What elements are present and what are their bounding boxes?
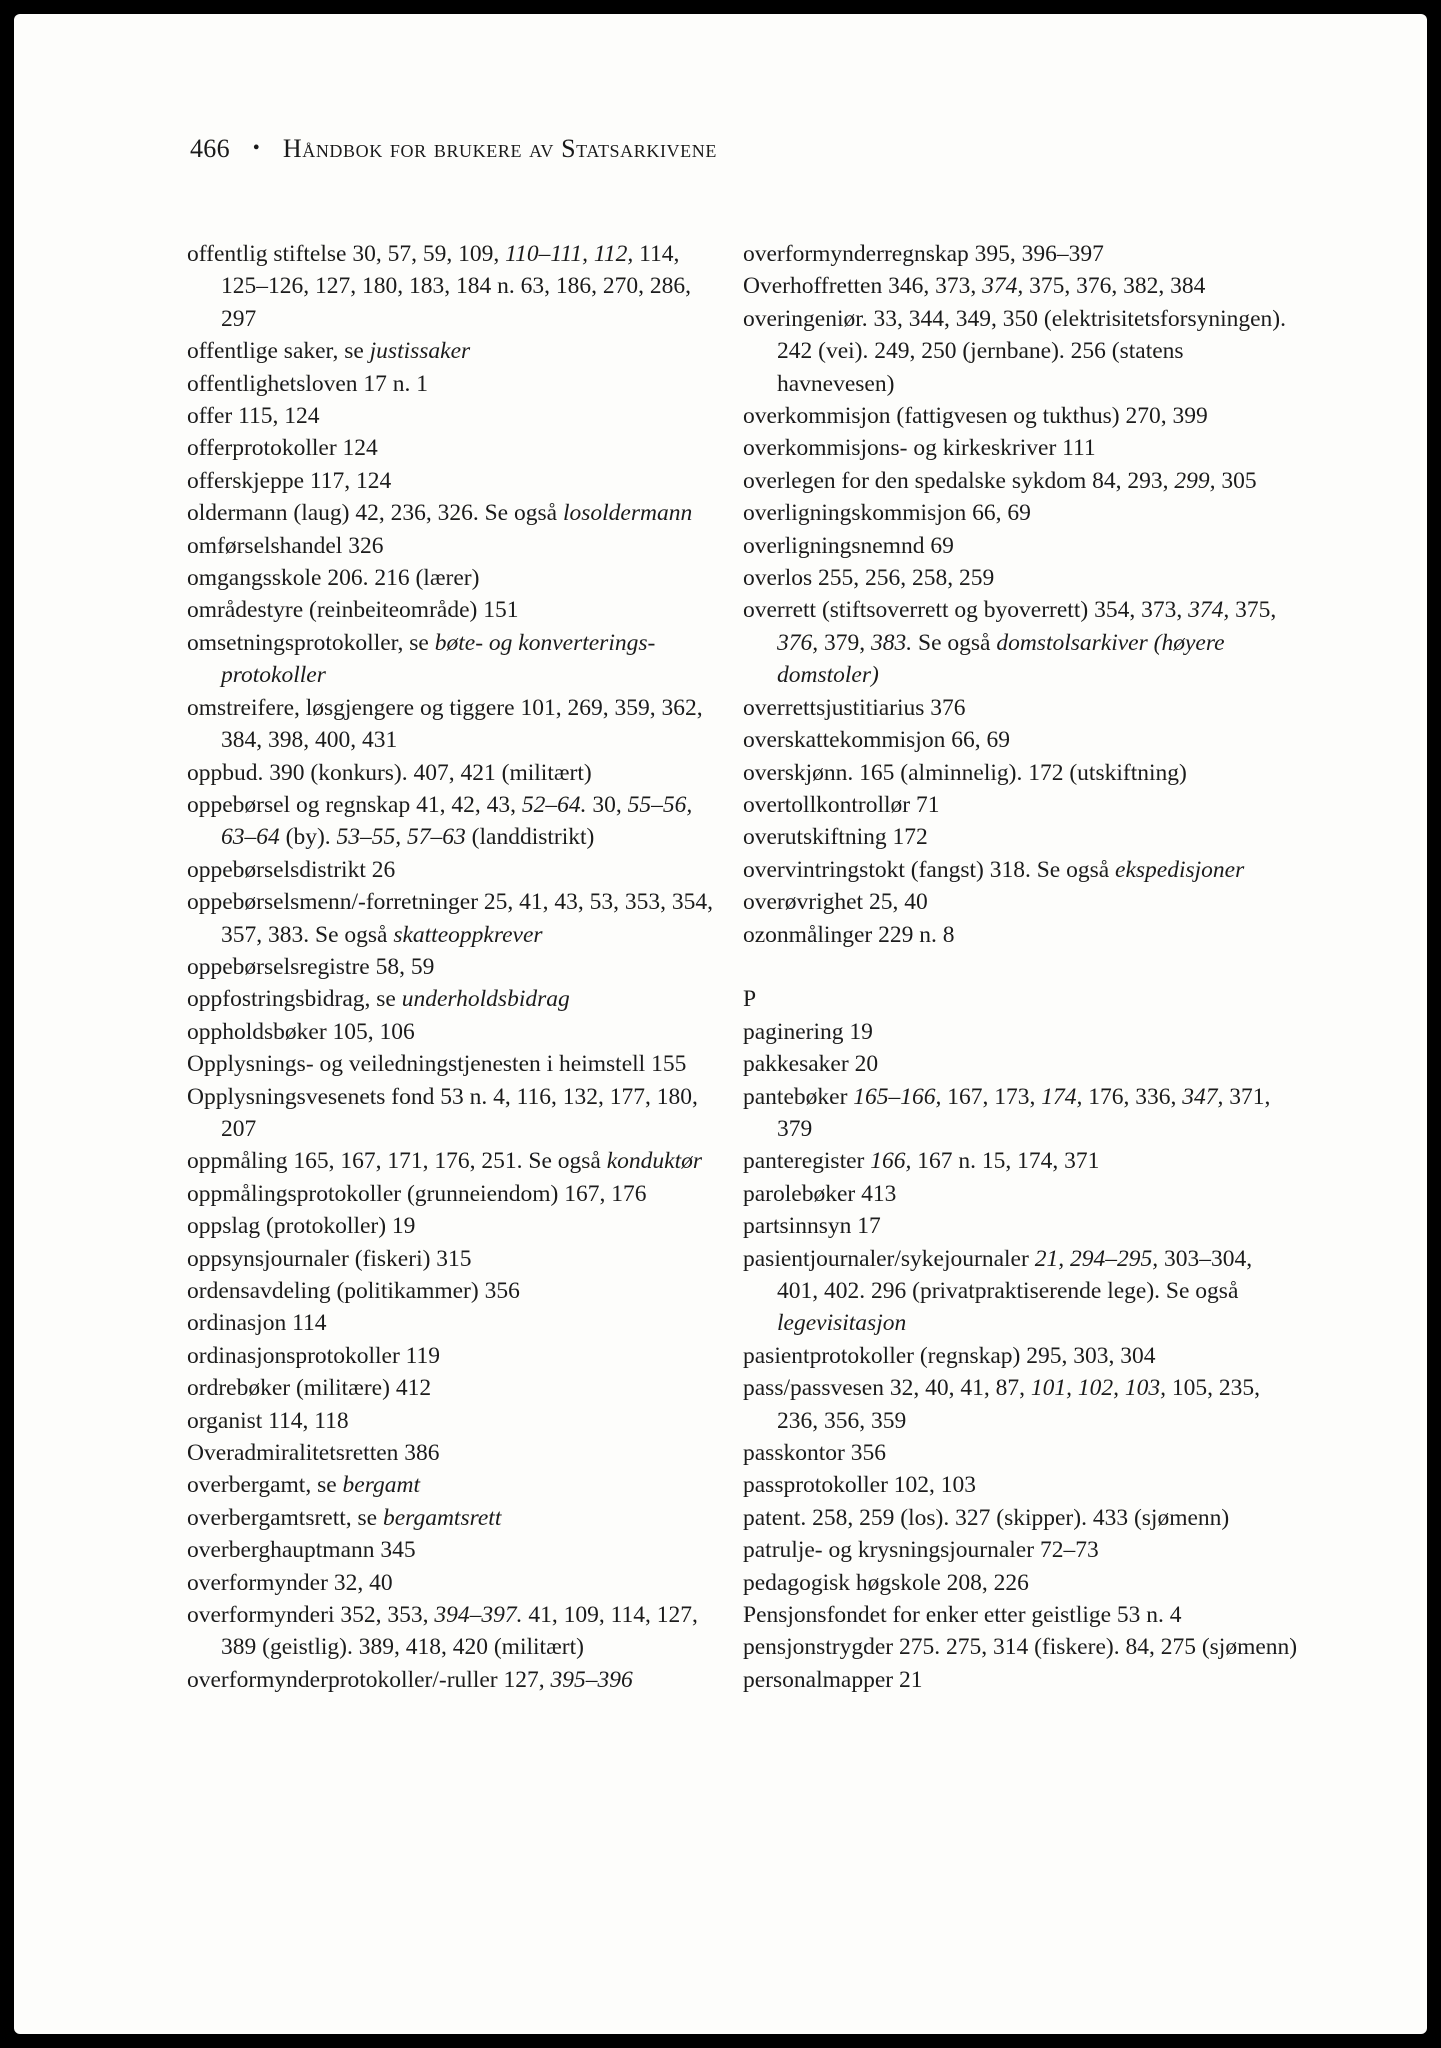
index-text: overskjønn. 165 (alminnelig). 172 (utskiftning) — [743, 759, 1187, 786]
index-text: oppebørsel og regnskap 41, 42, 43, — [187, 791, 522, 818]
index-text: overskattekommisjon 66, 69 — [743, 727, 1010, 754]
index-text: oppsynsjournaler (fiskeri) 315 — [187, 1245, 472, 1272]
running-header — [190, 134, 717, 164]
index-reference-italic: 110–111, 112, — [505, 241, 634, 267]
index-entry — [743, 1469, 1298, 1501]
index-text: overkommisjons- og kirkeskriver 111 — [743, 435, 1096, 462]
index-entry — [743, 270, 1298, 302]
index-reference-italic: 374, — [982, 273, 1024, 300]
index-entry — [743, 1631, 1298, 1663]
index-text: oppbud. 390 (konkurs). 407, 421 (militært) — [187, 759, 592, 786]
index-text: 379, — [818, 629, 871, 656]
index-text: Pensjonsfondet for enker etter geistlige 53 n. 4 — [743, 1602, 1182, 1629]
index-group-p — [743, 1016, 1298, 1697]
index-text: 167 n. 15, 174, 371 — [911, 1148, 1100, 1175]
index-entry — [743, 1502, 1298, 1534]
index-reference-italic: 376, — [777, 629, 819, 656]
index-entry — [743, 1664, 1298, 1696]
index-entry — [743, 530, 1298, 562]
index-entry — [743, 1145, 1298, 1177]
index-text: overkommisjon (fattigvesen og tukthus) 270, 399 — [743, 403, 1208, 430]
index-text: overlos 255, 256, 258, 259 — [743, 565, 995, 592]
index-text: panteregister — [743, 1148, 871, 1175]
index-text: ordrebøker (militære) 412 — [187, 1375, 432, 1402]
index-entry — [743, 1210, 1298, 1242]
index-text: oppebørselsregistre 58, 59 — [187, 953, 435, 980]
index-entry — [743, 1016, 1298, 1048]
index-entry — [187, 1048, 717, 1080]
index-entry — [743, 465, 1298, 497]
index-reference-italic: bøte- og konverteringsprotokoller — [221, 629, 656, 689]
index-text: overberghauptmann 345 — [187, 1537, 416, 1564]
index-entry — [743, 1081, 1298, 1146]
index-text: 41, 109, 114, 127, 389 (geistlig). 389, 418, 420 (militært) — [221, 1602, 698, 1661]
index-entry — [743, 692, 1298, 724]
index-entry — [187, 854, 717, 886]
index-text: ozonmålinger 229 n. 8 — [743, 921, 955, 948]
index-reference-italic: underholdsbidrag — [401, 986, 570, 1013]
index-text: Opplysnings- og veiledningstjenesten i heimstell 155 — [187, 1051, 687, 1078]
index-entry — [743, 497, 1298, 529]
index-text: overformynderregnskap 395, 396–397 — [743, 241, 1104, 267]
index-entry — [187, 465, 717, 497]
index-reference-italic: 299, — [1174, 467, 1216, 494]
index-entry — [743, 724, 1298, 756]
index-entry — [187, 692, 717, 757]
index-entry — [187, 400, 717, 432]
index-text: omgangsskole 206. 216 (lærer) — [187, 565, 480, 592]
index-text: 375, 376, 382, 384 — [1023, 273, 1206, 300]
index-text: 305 — [1215, 467, 1257, 494]
index-entry — [187, 1534, 717, 1566]
index-entry — [743, 1048, 1298, 1080]
index-entry — [743, 594, 1298, 691]
index-column-left — [187, 238, 717, 1696]
index-entry — [187, 627, 717, 692]
index-text: personalmapper 21 — [743, 1666, 923, 1693]
index-reference-italic: 347, — [1182, 1083, 1224, 1110]
index-entry — [187, 1243, 717, 1275]
index-text: 105, 235, 236, 356, 359 — [777, 1375, 1260, 1434]
index-entry — [187, 432, 717, 464]
index-entry — [187, 1307, 717, 1339]
index-entry — [187, 335, 717, 367]
index-text: partsinnsyn 17 — [743, 1213, 881, 1240]
index-text: oppebørselsdistrikt 26 — [187, 856, 396, 883]
index-text: 375, — [1229, 597, 1277, 624]
index-entry — [743, 886, 1298, 918]
index-text: overformynderi 352, 353, — [187, 1602, 435, 1629]
index-text: offerskjeppe 117, 124 — [187, 467, 392, 494]
index-entry — [187, 757, 717, 789]
index-text: (landdistrikt) — [465, 824, 595, 851]
index-reference-italic: justissaker — [369, 338, 471, 365]
page — [14, 14, 1427, 2034]
index-entry — [743, 854, 1298, 886]
index-text: oppslag (protokoller) 19 — [187, 1213, 416, 1240]
index-reference-italic: 166, — [870, 1148, 912, 1175]
index-entry — [743, 238, 1298, 270]
index-entry — [187, 1340, 717, 1372]
index-text: overlegen for den spedalske sykdom 84, 293, — [743, 467, 1175, 494]
index-reference-italic: 21, 294–295, — [1034, 1245, 1159, 1272]
index-text: pedagogisk høgskole 208, 226 — [743, 1569, 1029, 1596]
index-text: 30, — [586, 791, 628, 818]
index-entry — [743, 1243, 1298, 1340]
index-text: 114, 125–126, 127, 180, 183, 184 n. 63, 186, 270, 286, 297 — [221, 241, 691, 332]
index-reference-italic: 165–166, — [853, 1083, 942, 1110]
index-entry — [743, 303, 1298, 400]
index-reference-italic: 395–396 — [550, 1666, 633, 1693]
index-entry — [187, 368, 717, 400]
index-text: pasientjournaler/sykejournaler — [743, 1245, 1035, 1272]
index-text: oldermann (laug) 42, 236, 326. Se også — [187, 500, 563, 527]
index-reference-italic: 394–397. — [434, 1602, 523, 1629]
index-text: Overadmiralitetsretten 386 — [187, 1440, 440, 1467]
index-entry — [187, 1469, 717, 1501]
index-text: overøvrighet 25, 40 — [743, 889, 928, 916]
index-reference-italic: 174, — [1041, 1083, 1083, 1110]
index-reference-italic: losoldermann — [562, 500, 693, 527]
index-reference-italic: 52–64. — [521, 791, 587, 818]
index-text: offentlige saker, se — [187, 338, 370, 365]
index-entry — [187, 497, 717, 529]
index-text: overingeniør. 33, 344, 349, 350 (elektrisitetsforsyningen). 242 (vei). 249, 250 (jernbane). 256 (statens havnevesen) — [743, 305, 1287, 397]
index-entry — [743, 1437, 1298, 1469]
index-text: områdestyre (reinbeiteområde) 151 — [187, 597, 519, 624]
index-text: pantebøker — [743, 1083, 854, 1110]
index-entry — [187, 1437, 717, 1469]
index-entry — [743, 1178, 1298, 1210]
index-entry — [743, 789, 1298, 821]
index-text: overligningsnemnd 69 — [743, 532, 954, 559]
index-reference-italic: legevisitasjon — [777, 1310, 907, 1337]
index-text: overrettsjustitiarius 376 — [743, 694, 966, 721]
index-entry — [187, 1502, 717, 1534]
index-text: overformynderprotokoller/-ruller 127, — [187, 1666, 551, 1693]
index-text: oppmålingsprotokoller (grunneiendom) 167, 176 — [187, 1180, 647, 1207]
index-group-o — [743, 238, 1298, 951]
index-entry — [187, 1210, 717, 1242]
index-text: offer 115, 124 — [187, 403, 320, 430]
index-text: omsetningsprotokoller, se — [187, 629, 435, 656]
index-text: parolebøker 413 — [743, 1180, 897, 1207]
index-text: patrulje- og krysningsjournaler 72–73 — [743, 1537, 1099, 1564]
index-text: overformynder 32, 40 — [187, 1569, 393, 1596]
index-entry — [187, 1405, 717, 1437]
index-text: 176, 336, — [1082, 1083, 1183, 1110]
index-entry — [187, 562, 717, 594]
index-entry — [187, 1016, 717, 1048]
index-entry — [187, 238, 717, 335]
index-reference-italic: konduktør — [606, 1148, 703, 1175]
section-letter: P — [743, 986, 757, 1013]
index-text: pensjonstrygder 275. 275, 314 (fiskere). 84, 275 (sjømenn) — [743, 1634, 1298, 1661]
index-reference-italic: bergamt — [342, 1472, 420, 1499]
index-text: overutskiftning 172 — [743, 824, 928, 851]
index-text: omstreifere, løsgjengere og tiggere 101, 269, 359, 362, 384, 398, 400, 431 — [187, 694, 703, 754]
index-reference-italic: 383. — [871, 629, 913, 656]
index-text: Overhoffretten 346, 373, — [743, 273, 983, 300]
index-text: ordinasjon 114 — [187, 1310, 327, 1337]
index-entry — [743, 1599, 1298, 1631]
index-text: offentlighetsloven 17 n. 1 — [187, 370, 429, 397]
index-entry — [187, 1599, 717, 1664]
index-entry — [187, 789, 717, 854]
index-text: Se også — [912, 629, 997, 656]
page-number: 466 — [190, 134, 230, 163]
index-text: pakkesaker 20 — [743, 1051, 879, 1078]
index-entry — [187, 1567, 717, 1599]
index-text: 303–304, 401, 402. 296 (privatpraktiserende lege). Se også — [777, 1245, 1253, 1304]
index-reference-italic: bergamtsrett — [383, 1504, 502, 1531]
index-text: overvintringstokt (fangst) 318. Se også — [743, 856, 1116, 883]
index-text: oppmåling 165, 167, 171, 176, 251. Se også — [187, 1148, 607, 1175]
index-entry — [743, 1567, 1298, 1599]
index-reference-italic: 55–56, 63–64 — [221, 791, 693, 851]
index-reference-italic: skatteoppkrever — [393, 921, 543, 948]
index-text: 167, 173, — [941, 1083, 1042, 1110]
index-text: patent. 258, 259 (los). 327 (skipper). 433 (sjømenn) — [743, 1504, 1230, 1531]
header-title: Håndbok for brukere av Statsarkivene — [282, 134, 717, 163]
index-text: pass/passvesen 32, 40, 41, 87, — [743, 1375, 1031, 1402]
index-entry — [743, 400, 1298, 432]
index-text: overbergamt, se — [187, 1472, 343, 1499]
index-reference-italic: 374, — [1188, 597, 1230, 624]
index-text: pasientprotokoller (regnskap) 295, 303, 304 — [743, 1342, 1156, 1369]
index-text: omførselshandel 326 — [187, 532, 384, 559]
index-entry — [187, 1178, 717, 1210]
index-text: overbergamtsrett, se — [187, 1504, 383, 1531]
index-entry — [743, 562, 1298, 594]
index-text: oppfostringsbidrag, se — [187, 986, 402, 1013]
index-text: (by). — [279, 824, 337, 851]
index-entry — [187, 1664, 717, 1696]
index-text: ordinasjonsprotokoller 119 — [187, 1342, 441, 1369]
index-text: oppebørselsmenn/-forretninger 25, 41, 43, 53, 353, 354, 357, 383. Se også — [187, 889, 714, 948]
index-column-right — [743, 238, 1298, 1696]
index-text: organist 114, 118 — [187, 1407, 349, 1434]
index-entry — [187, 594, 717, 626]
index-entry — [743, 919, 1298, 951]
index-reference-italic: 53–55, 57–63 — [336, 824, 466, 851]
index-text: oppholdsbøker 105, 106 — [187, 1018, 415, 1045]
index-entry — [743, 757, 1298, 789]
index-entry — [187, 886, 717, 951]
index-reference-italic: ekspedisjoner — [1115, 856, 1245, 883]
index-entry — [187, 951, 717, 983]
index-text: Opplysningsvesenets fond 53 n. 4, 116, 132, 177, 180, 207 — [187, 1083, 698, 1142]
index-entry — [187, 1275, 717, 1307]
index-entry — [187, 530, 717, 562]
index-text: passprotokoller 102, 103 — [743, 1472, 977, 1499]
index-entry — [743, 1534, 1298, 1566]
index-entry — [187, 1145, 717, 1177]
index-text: overtollkontrollør 71 — [743, 791, 940, 818]
index-text: overrett (stiftsoverrett og byoverrett) 354, 373, — [743, 597, 1189, 624]
index-entry — [743, 1372, 1298, 1437]
index-entry — [743, 1340, 1298, 1372]
index-reference-italic: domstolsarkiver (høyere domstoler) — [777, 629, 1225, 689]
index-entry — [743, 821, 1298, 853]
index-entry — [743, 432, 1298, 464]
index-text: passkontor 356 — [743, 1440, 886, 1466]
index-text: overligningskommisjon 66, 69 — [743, 500, 1031, 527]
header-separator: • — [252, 137, 261, 159]
index-text: ordensavdeling (politikammer) 356 — [187, 1278, 520, 1304]
index-reference-italic: 101, 102, 103, — [1030, 1375, 1166, 1402]
index-text: offerprotokoller 124 — [187, 435, 378, 462]
index-text: paginering 19 — [743, 1018, 873, 1045]
index-entry — [187, 983, 717, 1015]
index-entry — [187, 1081, 717, 1146]
index-entry — [187, 1372, 717, 1404]
index-text: 371, 379 — [777, 1083, 1271, 1142]
index-text: offentlig stiftelse 30, 57, 59, 109, — [187, 241, 506, 267]
